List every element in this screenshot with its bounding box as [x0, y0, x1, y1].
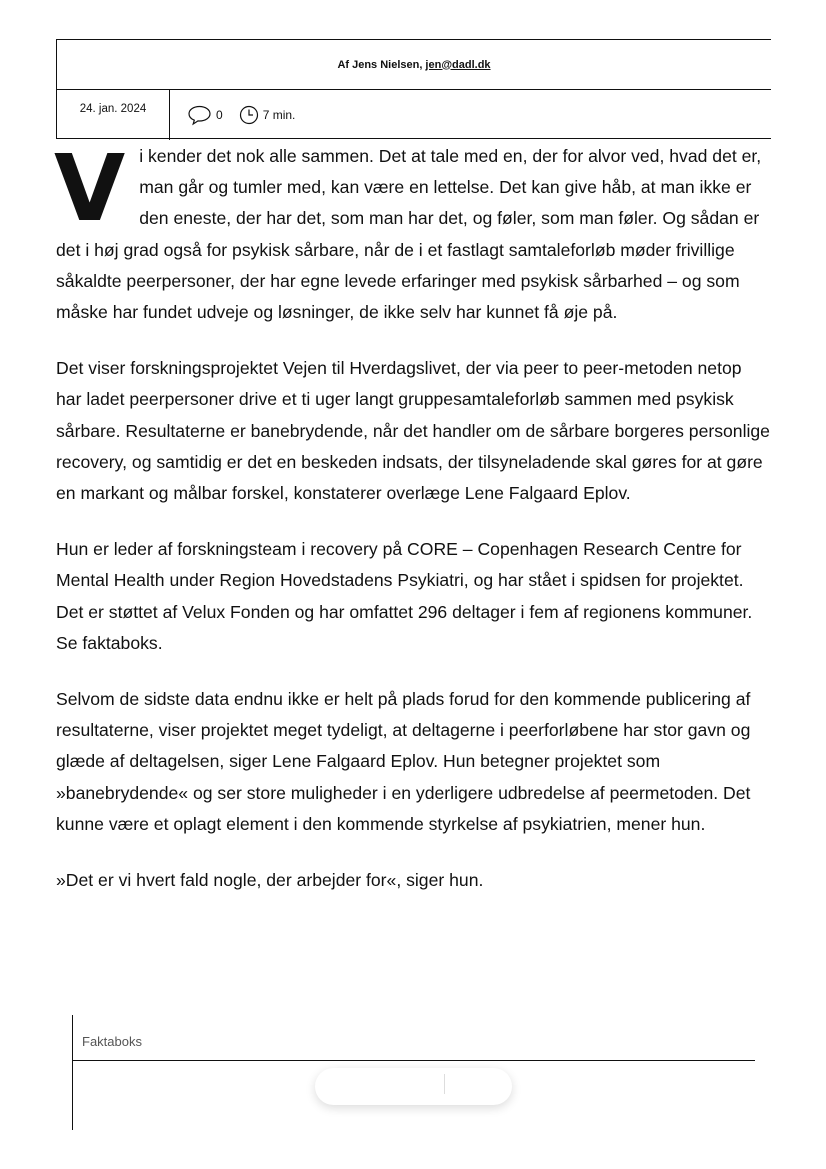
article-paragraph-1 [54, 135, 771, 328]
speech-bubble-icon [187, 104, 216, 126]
article-stats [170, 90, 311, 140]
floating-toolbar[interactable] [315, 1068, 512, 1105]
comments-count: 0 [216, 108, 223, 122]
factbox-divider [73, 1060, 755, 1061]
read-time-stat [239, 105, 296, 125]
article-body [54, 135, 771, 921]
read-time: 7 min. [262, 108, 296, 122]
drop-cap: V [54, 135, 124, 242]
clock-icon [239, 105, 263, 125]
article-info-row [57, 90, 771, 140]
publish-date: 24. jan. 2024 [57, 90, 170, 140]
article-paragraph-2: Det viser forskningsprojektet Vejen til Hverdagslivet, der via peer to peer-metoden netop har ladet peerpersoner drive et ti uger langt gruppesamtaleforløb sammen med psykisk sårbare. Resultaterne er banebrydende, når det handler om de sårbare borgeres personlige recovery, og samtidig er det en beskeden indsats, der tilsyneladende skal gøres for at gøre en markant og målbar forskel, konstaterer overlæge Lene Falgaard Eplov. [56, 358, 770, 504]
author-email-link[interactable]: jen@dadl.dk [425, 58, 491, 71]
byline [57, 40, 771, 90]
article-paragraph-3: Hun er leder af forskningsteam i recovery på CORE – Copenhagen Research Centre for Mental Health under Region Hovedstadens Psykiatri, og har stået i spidsen for projektet. Det er støttet af Velux Fonden og har omfattet 296 deltager i fem af regionens kommuner. Se faktaboks. [56, 539, 753, 653]
article-meta-box [56, 39, 771, 139]
comments-stat[interactable] [187, 104, 223, 126]
toolbar-divider [444, 1074, 445, 1094]
factbox-title: Faktaboks [82, 1034, 142, 1049]
paragraph-text: i kender det nok alle sammen. Det at tale med en, der for alvor ved, hvad det er, man går og tumler med, kan være en lettelse. Det kan give håb, at man ikke er den eneste, der har det, som man har det, og føler, som man føler. Og sådan er det i høj grad også for psykisk sårbare, når de i et fastlagt samtaleforløb møder frivillige såkaldte peerpersoner, der har egne levede erfaringer med psykisk sårbarhed – og som måske har fundet udveje og løsninger, de ikke selv har kunnet få øje på. [56, 146, 762, 323]
byline-author: Af Jens Nielsen, [337, 58, 423, 71]
article-paragraph-4: Selvom de sidste data endnu ikke er helt på plads forud for den kommende publicering af resultaterne, viser projektet meget tydeligt, at deltagerne i peerforløbene har stor gavn og glæde af deltagelsen, siger Lene Falgaard Eplov. Hun betegner projektet som »banebrydende« og ser store muligheder i en yderligere udbredelse af peermetoden. Det kunne være et oplagt element i den kommende styrkelse af psykiatrien, mener hun. [56, 689, 751, 834]
article-paragraph-5: »Det er vi hvert fald nogle, der arbejder for«, siger hun. [56, 870, 484, 891]
